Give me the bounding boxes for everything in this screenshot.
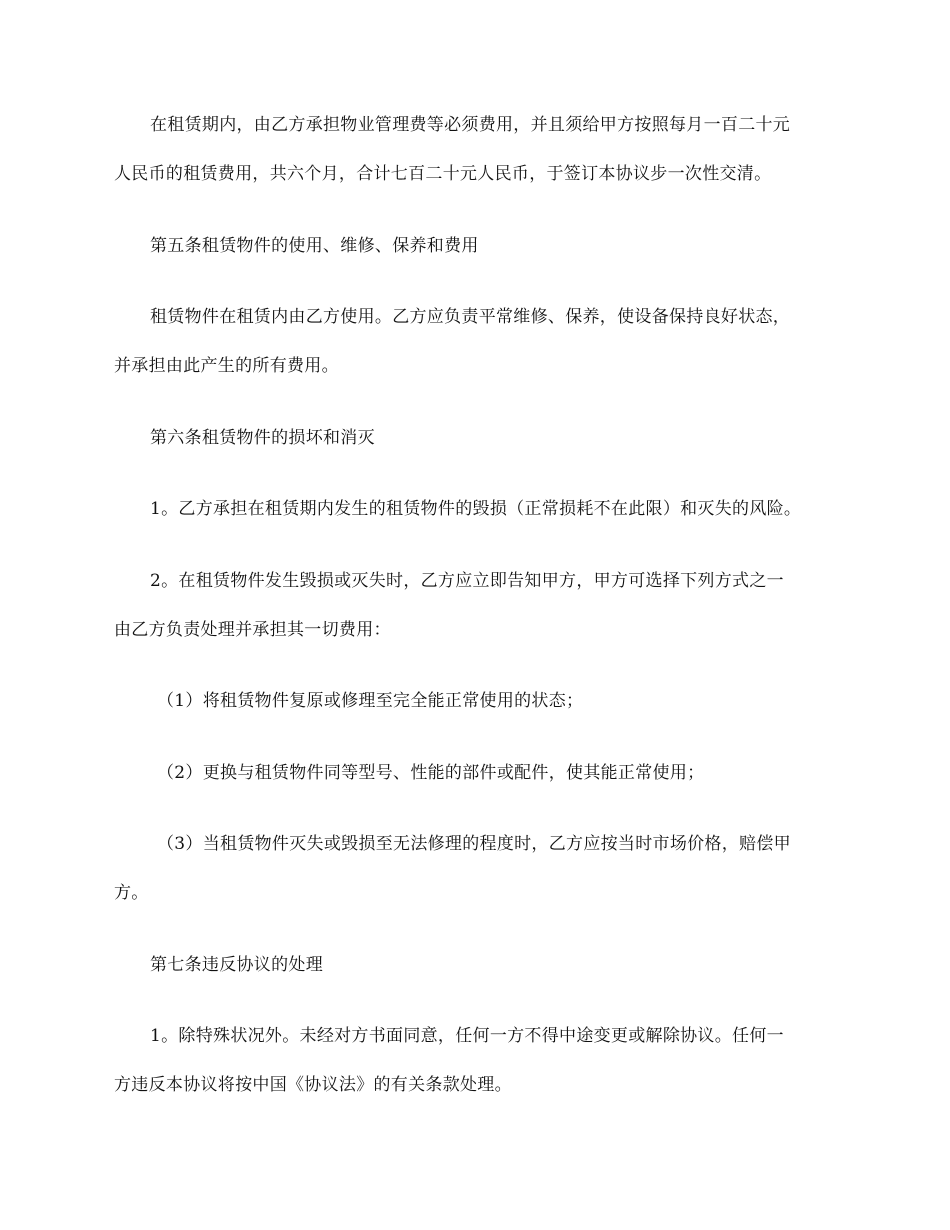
article-6-clause-2-line-1: 2。在租赁物件发生毁损或灭失时，乙方应立即告知甲方，甲方可选择下列方式之一	[150, 571, 784, 591]
paragraph-rent-line-1: 在租赁期内，由乙方承担物业管理费等必须费用，并且须给甲方按照每月一百二十元	[150, 115, 791, 135]
option-1: （1）将租赁物件复原或修理至完全能正常使用的状态；	[157, 691, 584, 711]
article-5-heading: 第五条租赁物件的使用、维修、保养和费用	[150, 236, 479, 256]
article-6-heading: 第六条租赁物件的损坏和消灭	[150, 428, 375, 448]
option-2: （2）更换与租赁物件同等型号、性能的部件或配件，使其能正常使用；	[157, 763, 705, 783]
paragraph-use-line-1: 租赁物件在租赁内由乙方使用。乙方应负责平常维修、保养，使设备保持良好状态，	[150, 307, 791, 327]
article-7-clause-1-line-1: 1。除特殊状况外。未经对方书面同意，任何一方不得中途变更或解除协议。任何一	[150, 1026, 784, 1046]
article-6-clause-1: 1。乙方承担在租赁期内发生的租赁物件的毁损（正常损耗不在此限）和灭失的风险。	[150, 499, 802, 519]
article-7-clause-1-line-2: 方违反本协议将按中国《协议法》的有关条款处理。	[114, 1075, 512, 1095]
paragraph-use-line-2: 并承担由此产生的所有费用。	[114, 356, 339, 376]
article-7-heading: 第七条违反协议的处理	[150, 955, 323, 975]
option-3-line-2: 方。	[114, 883, 149, 903]
option-3-line-1: （3）当租赁物件灭失或毁损至无法修理的程度时，乙方应按当时市场价格，赔偿甲	[157, 834, 791, 854]
article-6-clause-2-line-2: 由乙方负责处理并承担其一切费用：	[114, 620, 391, 640]
paragraph-rent-line-2: 人民币的租赁费用，共六个月，合计七百二十元人民币，于签订本协议步一次性交清。	[114, 164, 772, 184]
